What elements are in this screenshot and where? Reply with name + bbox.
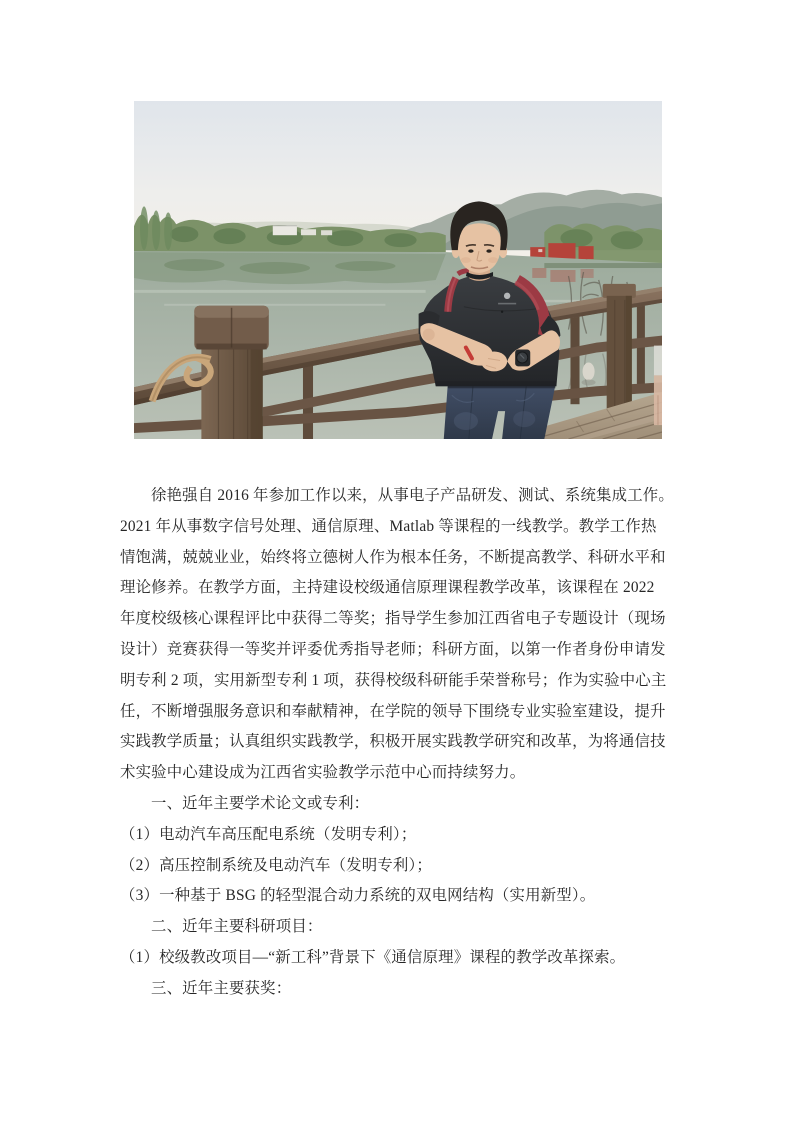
section-heading: 二、近年主要科研项目： [151,918,323,936]
bio-line: 理论修养。在教学方面，主持建设校级通信原理课程教学改革，该课程在 2022 [120,579,655,597]
white-object [583,362,595,380]
bio-line: 明专利 2 项，实用新型专利 1 项，获得校级科研能手荣誉称号；作为实验中心主 [120,671,667,689]
edge-bystander [654,346,662,426]
list-item: （1）校级教改项目—“新工科”背景下《通信原理》课程的教学改革探索。 [120,948,626,966]
list-item: （1）电动汽车高压配电系统（发明专利）； [120,825,417,843]
shirt-logo [504,293,510,299]
distant-building [273,226,297,235]
bio-line: 2021 年从事数字信号处理、通信原理、Matlab 等课程的一线教学。教学工作热 [120,517,657,535]
section-heading: 一、近年主要学术论文或专利： [151,794,370,812]
photo-illustration [134,101,662,439]
bio-line: 年度校级核心课程评比中获得二等奖；指导学生参加江西省电子专题设计（现场 [120,610,666,628]
eye [486,249,491,252]
post-cap [603,284,636,298]
eye [468,249,473,252]
bio-text [120,481,676,1005]
section-heading: 三、近年主要获奖： [151,979,292,997]
bio-line: 设计）竞赛获得一等奖并评委优秀指导老师；科研方面，以第一作者身份申请发 [120,640,666,658]
bio-line: 任，不断增强服务意识和奉献精神，在学院的领导下围绕专业实验室建设，提升 [120,702,666,720]
bio-line: 术实验中心建设成为江西省实验教学示范中心而持续努力。 [120,764,526,782]
bio-line: 徐艳强自 2016 年参加工作以来，从事电子产品研发、测试、系统集成工作。 [151,487,674,504]
list-item: （2）高压控制系统及电动汽车（发明专利）； [120,856,433,874]
red-reflection [532,268,546,278]
bio-line: 情饱满，兢兢业业，始终将立德树人作为根本任务，不断提高教学、科研水平和 [120,548,666,566]
bio-line: 实践教学质量；认真组织实践教学，积极开展实践教学研究和改革，为将通信技 [120,733,666,751]
profile-photo [134,101,662,439]
list-item: （3）一种基于 BSG 的轻型混合动力系统的双电网结构（实用新型）。 [120,887,596,905]
